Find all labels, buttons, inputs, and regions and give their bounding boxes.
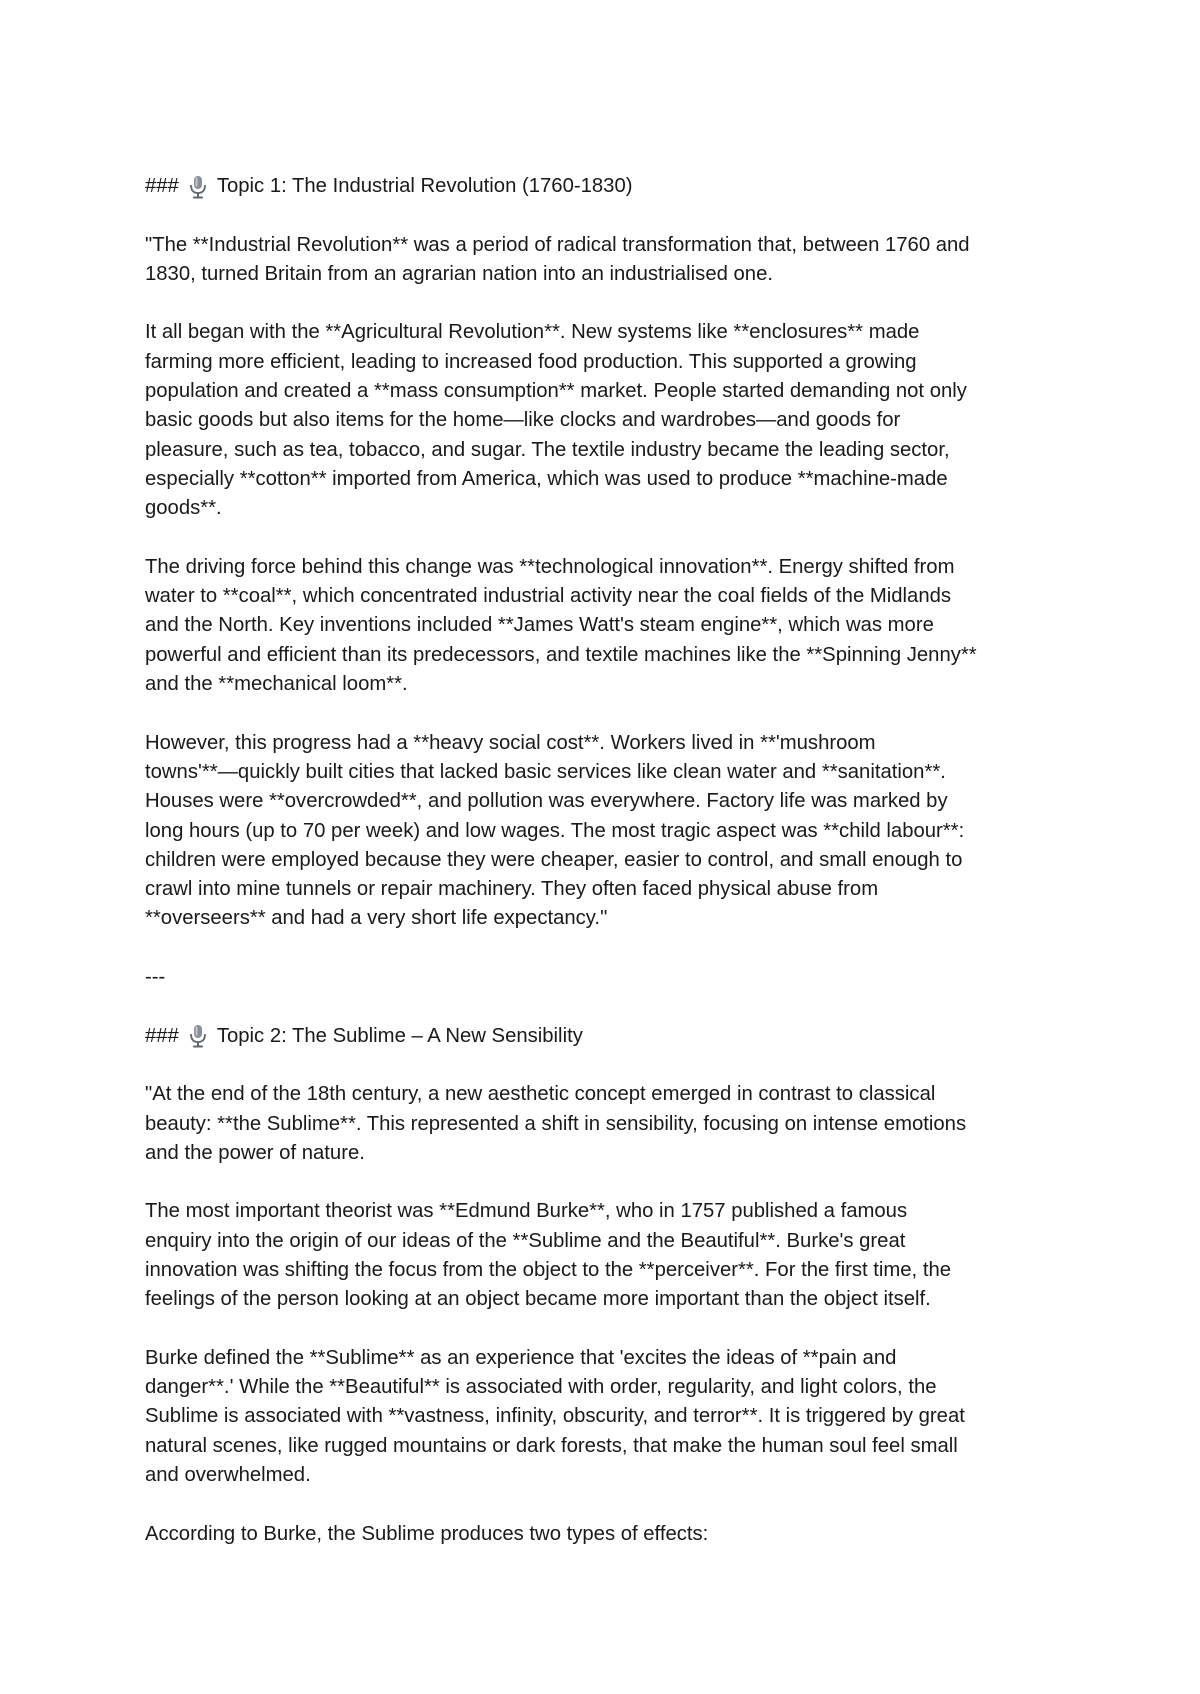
- topic-2-paragraph: The most important theorist was **Edmund Burke**, who in 1757 published a famous enquiry into the origin of our ideas of the **Sublime and the Beautiful**. Burke's great innovation was shifting the focus from the object to the **perceiver**. For the first time, the feelings of the person looking at an object became more important than the object itself.: [145, 1200, 952, 1311]
- topic-2-heading: [145, 1022, 1065, 1051]
- microphone-icon: [187, 175, 209, 199]
- topic-1-paragraph: It all began with the **Agricultural Revolution**. New systems like **enclosures** made farming more efficient, leading to increased food production. This supported a growing population and created a **mass consumption** market. People started demanding not only basic goods but also items for the home—like clocks and wardrobes—and goods for pleasure, such as tea, tobacco, and sugar. The textile industry became the leading sector, especially **cotton** imported from America, which was used to produce **machine-made goods**.: [145, 321, 967, 520]
- heading-hashes: ###: [145, 1024, 179, 1047]
- document-page: [145, 172, 1065, 1549]
- topic-2-paragraph: According to Burke, the Sublime produces two types of effects:: [145, 1522, 709, 1545]
- topic-1-title: Topic 1: The Industrial Revolution (1760-1830): [216, 175, 633, 197]
- topic-2-paragraph: Burke defined the **Sublime** as an experience that 'excites the ideas of **pain and danger**.' While the **Beautiful** is associated with order, regularity, and light colors, the Sublime is associated with **vastness, infinity, obscurity, and terror**. It is triggered by great natural scenes, like rugged mountains or dark forests, that make the human soul feel small and overwhelmed.: [145, 1346, 965, 1487]
- topic-1-paragraph: The driving force behind this change was **technological innovation**. Energy shifted from water to **coal**, which concentrated industrial activity near the coal fields of the Midlands and the North. Key inventions included **James Watt's steam engine**, which was more powerful and efficient than its predecessors, and textile machines like the **Spinning Jenny** and the **mechanical loom**.: [145, 555, 977, 696]
- topic-2-paragraph: "At the end of the 18th century, a new aesthetic concept emerged in contrast to classical beauty: **the Sublime**. This represented a shift in sensibility, focusing on intense emotions and the power of nature.: [145, 1083, 967, 1164]
- topic-1-paragraph: "The **Industrial Revolution** was a period of radical transformation that, between 1760 and 1830, turned Britain from an agrarian nation into an industrialised one.: [145, 233, 970, 285]
- topic-2-title: Topic 2: The Sublime – A New Sensibility: [216, 1024, 583, 1047]
- topic-1-heading: [145, 172, 1065, 201]
- microphone-icon: [187, 1024, 209, 1048]
- section-separator: ---: [145, 966, 166, 989]
- topic-1-paragraph: However, this progress had a **heavy social cost**. Workers lived in **'mushroom towns'**—quickly built cities that lacked basic services like clean water and **sanitation**. Houses were **overcrowded**, and pollution was everywhere. Factory life was marked by long hours (up to 70 per week) and low wages. The most tragic aspect was **child labour**: children were employed because they were cheaper, easier to control, and small enough to crawl into mine tunnels or repair machinery. They often faced physical abuse from **overseers** and had a very short life expectancy.": [145, 731, 965, 930]
- heading-hashes: ###: [145, 175, 179, 197]
